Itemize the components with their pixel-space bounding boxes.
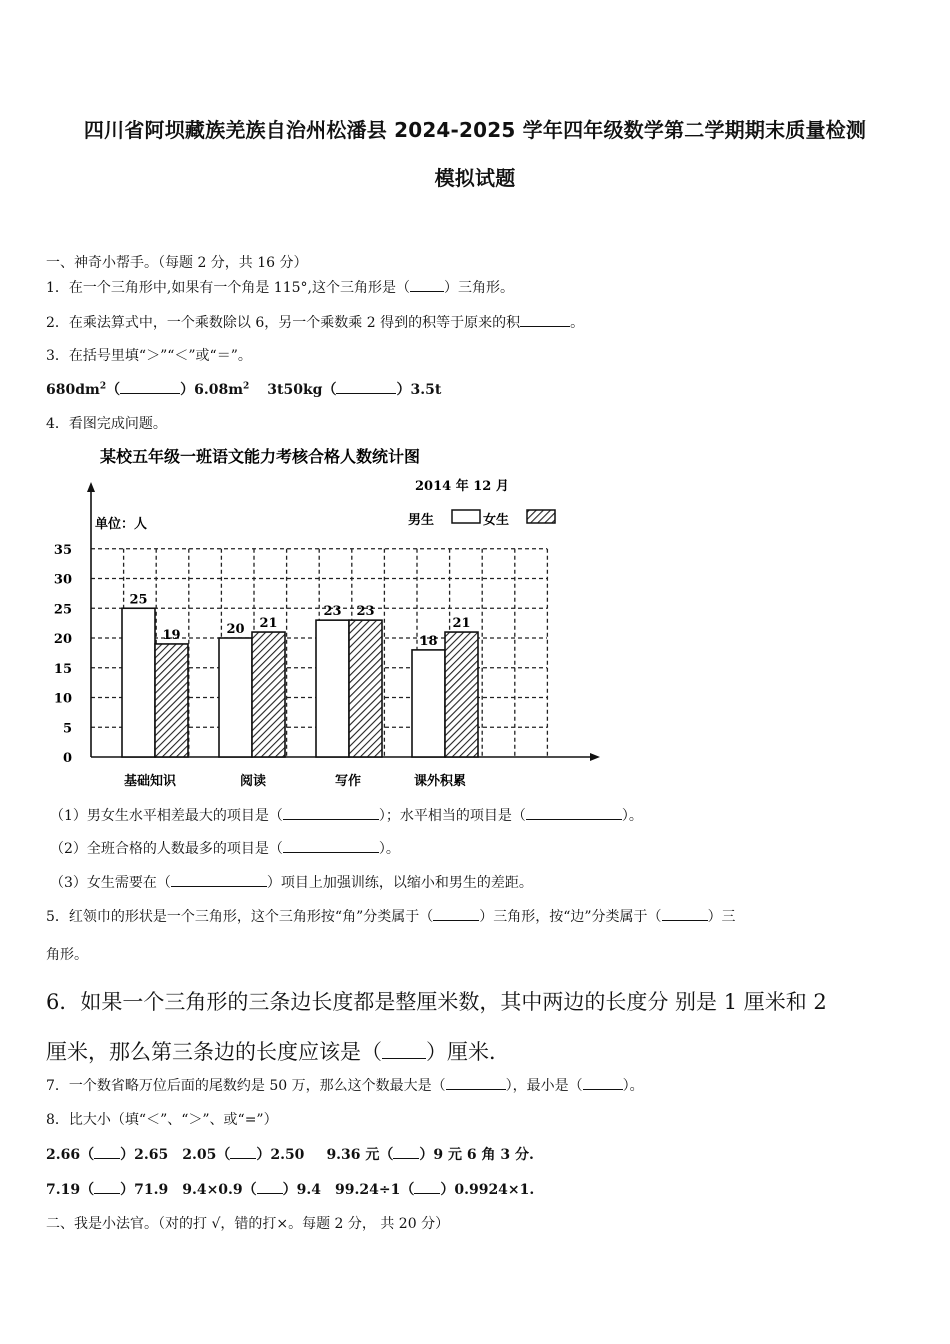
bar-boys (219, 638, 252, 757)
bar-boys (412, 650, 445, 757)
legend-swatch-boys (452, 510, 480, 523)
section2-heading: 二、我是小法官。（对的打 √，错的打×。每题 2 分， 共 20 分） (46, 1216, 450, 1232)
question-4: 4．看图完成问题。 (46, 416, 167, 432)
y-tick-label: 30 (53, 572, 72, 588)
bar-chart (40, 440, 620, 796)
question-6-cont: 厘米，那么第三条边的长度应该是（ ）厘米． (46, 1036, 510, 1066)
chart-subtitle: 2014 年 12 月 (415, 479, 509, 494)
x-category-label: 阅读 (239, 774, 267, 789)
question-3: 3．在括号里填“＞”“＜”或“＝”。 (46, 348, 252, 364)
x-category-label: 写作 (334, 774, 362, 789)
question-4-sub2: （2）全班合格的人数最多的项目是（ ）。 (50, 838, 400, 858)
question-2: 2．在乘法算式中，一个乘数除以 6，另一个乘数乘 2 得到的积等于原来的积 。 (46, 312, 584, 332)
question-3-items: $680dm^2$（ ）$6.08m^2$ 3t50kg（ ）3.5t (46, 379, 441, 399)
bar-value-label: 19 (162, 627, 181, 643)
question-8-row2: 7.19（ ）71.9 9.4×0.9（ ）9.4 99.24÷1（ ）0.9924×1. (46, 1179, 534, 1199)
y-tick-label: 0 (62, 751, 72, 766)
y-tick-label: 20 (53, 632, 72, 647)
bar-girls (155, 644, 188, 757)
document-title-line1: 四川省阿坝藏族羌族自治州松潘县 2024-2025 学年四年级数学第二学期期末质量检测 (83, 118, 867, 142)
question-4-sub3: （3）女生需要在（ ）项目上加强训练，以缩小和男生的差距。 (50, 872, 533, 892)
question-1: 1．在一个三角形中,如果有一个角是 115°,这个三角形是（ ）三角形。 (46, 277, 514, 297)
question-8: 8．比大小（填“＜”、“＞”、或“=”） (46, 1112, 278, 1128)
bar-girls (252, 632, 285, 757)
question-5-cont: 角形。 (46, 947, 88, 963)
y-tick-label: 5 (62, 721, 72, 737)
section1-heading: 一、神奇小帮手。（每题 2 分，共 16 分） (46, 255, 308, 271)
y-tick-label: 35 (53, 542, 72, 558)
x-category-label: 课外积累 (413, 774, 467, 789)
question-8-row1: 2.66（ ）2.65 2.05（ ）2.50 9.36 元（ ）9 元 6 角 3 分. (46, 1144, 534, 1164)
bar-boys (316, 620, 349, 757)
legend-label-girls: 女生 (483, 513, 510, 528)
question-4-sub1: （1）男女生水平相差最大的项目是（ ）；水平相当的项目是（ ）。 (50, 805, 643, 825)
bar-boys (122, 608, 155, 757)
y-tick-label: 25 (53, 602, 72, 618)
bar-value-label: 20 (226, 622, 245, 637)
question-6: 6．如果一个三角形的三条边长度都是整厘米数，其中两边的长度分 别是 1 厘米和 2 (46, 990, 827, 1014)
y-tick-label: 15 (53, 661, 72, 677)
document-title-line2: 模拟试题 (434, 166, 516, 190)
x-category-label: 基础知识 (123, 774, 177, 789)
legend-swatch-girls (527, 510, 555, 523)
legend-label-boys: 男生 (408, 513, 435, 528)
question-7: 7．一个数省略万位后面的尾数约是 50 万，那么这个数最大是（ ），最小是（ ）。 (46, 1075, 644, 1095)
bar-value-label: 18 (419, 633, 438, 649)
x-axis-arrow (590, 753, 600, 761)
bar-girls (445, 632, 478, 757)
bar-value-label: 23 (356, 604, 375, 620)
bar-value-label: 21 (259, 616, 278, 632)
y-tick-label: 10 (53, 691, 72, 707)
bar-value-label: 25 (129, 592, 148, 608)
bar-value-label: 21 (452, 616, 471, 632)
chart-title: 某校五年级一班语文能力考核合格人数统计图 (100, 447, 421, 466)
bar-girls (349, 620, 382, 757)
y-axis-arrow (87, 482, 95, 492)
bar-value-label: 23 (323, 604, 342, 620)
chart-unit-label: 单位：人 (95, 517, 148, 532)
question-5: 5．红领巾的形状是一个三角形，这个三角形按“角”分类属于（ ）三角形，按“边”分类属于（ ）三 (46, 906, 736, 926)
